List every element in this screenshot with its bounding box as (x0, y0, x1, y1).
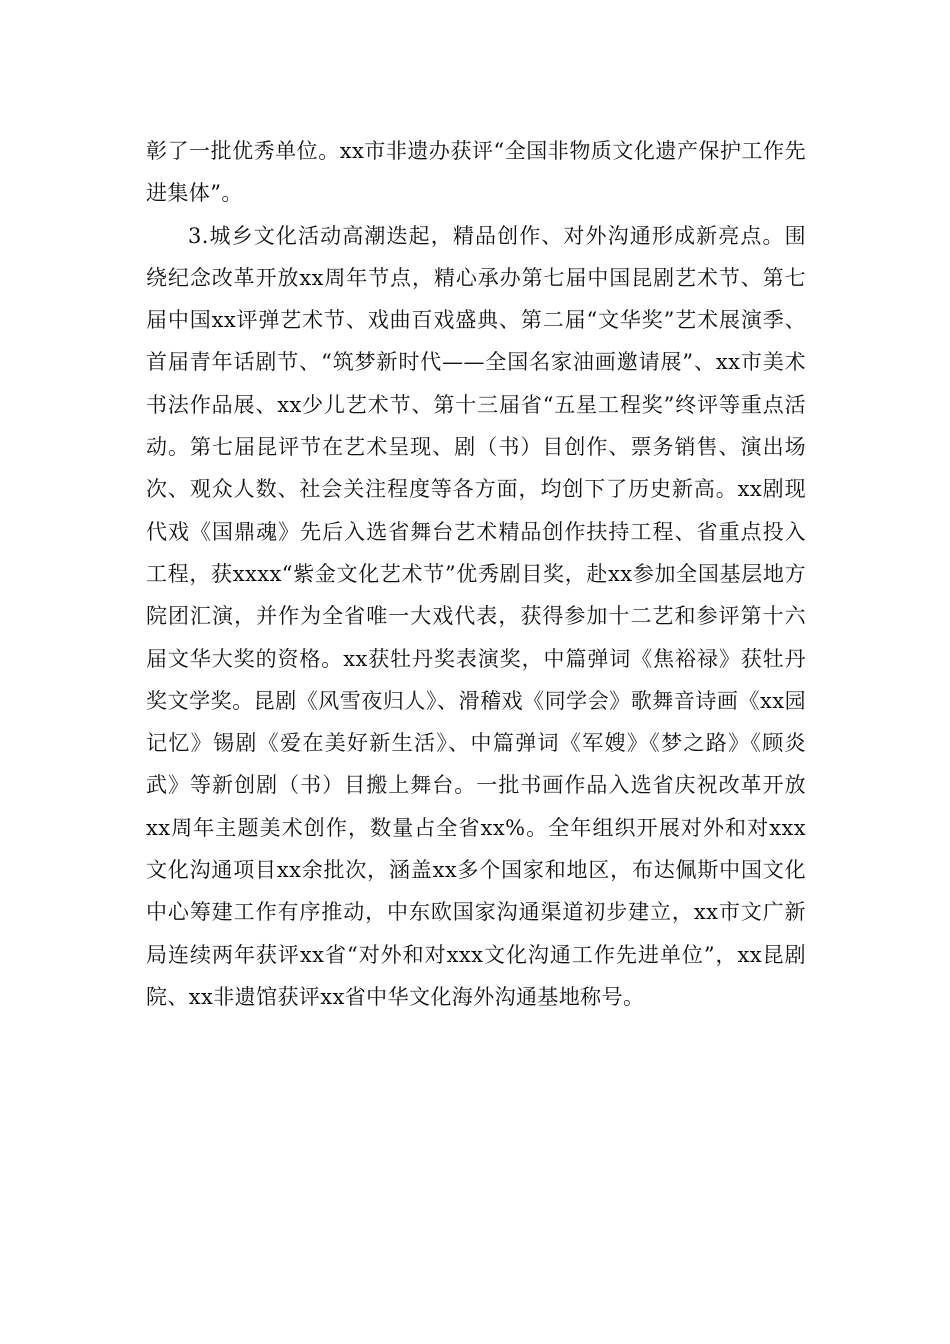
paragraph-cultural-activities: 3.城乡文化活动高潮迭起，精品创作、对外沟通形成新亮点。围绕纪念改革开放xx周年节点，精心承办第七届中国昆剧艺术节、第七届中国xx评弹艺术节、戏曲百戏盛典、第二届“文华奖”艺术展演季、首届青年话剧节、“筑梦新时代——全国名家油画邀请展”、xx市美术书法作品展、xx少儿艺术节、第十三届省“五星工程奖”终评等重点活动。第七届昆评节在艺术呈现、剧（书）目创作、票务销售、演出场次、观众人数、社会关注程度等各方面，均创下了历史新高。xx剧现代戏《国鼎魂》先后入选省舞台艺术精品创作扶持工程、省重点投入工程，获xxxx“紫金文化艺术节”优秀剧目奖，赴xx参加全国基层地方院团汇演，并作为全省唯一大戏代表，获得参加十二艺和参评第十六届文华大奖的资格。xx获牡丹奖表演奖，中篇弹词《焦裕禄》获牡丹奖文学奖。昆剧《风雪夜归人》、滑稽戏《同学会》歌舞音诗画《xx园记忆》锡剧《爱在美好新生活》、中篇弹词《军嫂》《梦之路》《顾炎武》等新创剧（书）目搬上舞台。一批书画作品入选省庆祝改革开放xx周年主题美术创作，数量占全省xx%。全年组织开展对外和对xxx文化沟通项目xx余批次，涵盖xx多个国家和地区，布达佩斯中国文化中心筹建工作有序推动，中东欧国家沟通渠道初步建立，xx市文广新局连续两年获评xx省“对外和对xxx文化沟通工作先进单位”，xx昆剧院、xx非遗馆获评xx省中华文化海外沟通基地称号。 (146, 223, 806, 1009)
document-body (146, 130, 806, 1018)
paragraph-continuation: 彰了一批优秀单位。xx市非遗办获评“全国非物质文化遗产保护工作先进集体”。 (146, 139, 806, 206)
